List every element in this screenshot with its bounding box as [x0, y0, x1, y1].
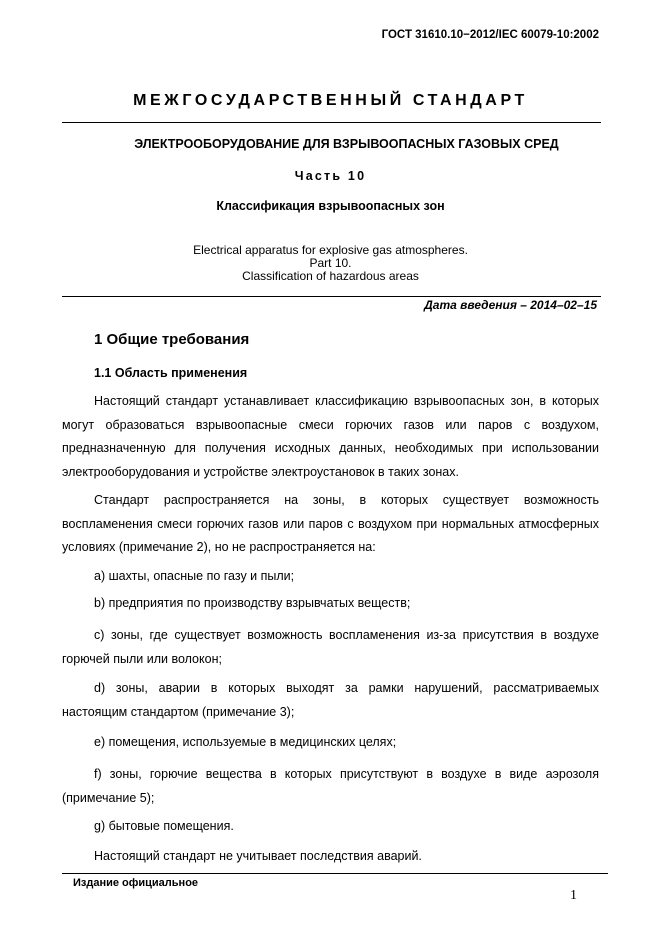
paragraph: Настоящий стандарт устанавливает классификацию взрывоопасных зон, в которых могут образоваться взрывоопасные смеси горючих газов или паров с воздухом, предназначенную для получения исходных данных, необходимых при использовании электрооборудования и устройстве электроустановок в таких зонах. [62, 394, 599, 479]
standard-subtitle: ЭЛЕКТРООБОРУДОВАНИЕ ДЛЯ ВЗРЫВООПАСНЫХ ГАЗОВЫХ СРЕД [134, 137, 559, 151]
document-code: ГОСТ 31610.10−2012/IEC 60079-10:2002 [381, 29, 599, 41]
list-item: b) предприятия по производству взрывчатых веществ; [94, 596, 411, 610]
footer-divider [62, 873, 608, 874]
main-title: МЕЖГОСУДАРСТВЕННЫЙ СТАНДАРТ [133, 92, 528, 109]
section-heading: 1 Общие требования [94, 331, 250, 348]
part-number: Часть 10 [294, 169, 367, 183]
list-item: а) шахты, опасные по газу и пыли; [94, 569, 295, 583]
english-title-line: Part 10. [309, 256, 352, 270]
english-title-line: Classification of hazardous areas [242, 269, 419, 283]
list-item: с) зоны, где существует возможность воспламенения из-за присутствия в воздухе горючей пыли или волокон; [62, 628, 599, 666]
list-item: е) помещения, используемые в медицинских целях; [94, 735, 397, 749]
list-item: g) бытовые помещения. [94, 819, 234, 833]
paragraph: Настоящий стандарт не учитывает последствия аварий. [94, 849, 422, 863]
introduction-date: Дата введения – 2014–02–15 [424, 298, 597, 312]
paragraph: Стандарт распространяется на зоны, в которых существует возможность воспламенения смеси горючих газов или паров с воздухом при нормальных атмосферных условиях (примечание 2), но не распространяется на: [62, 493, 599, 554]
page-number: 1 [570, 888, 577, 903]
english-title [0, 244, 661, 283]
date-divider [62, 296, 601, 297]
list-item: f) зоны, горючие вещества в которых присутствуют в воздухе в виде аэрозоля (примечание 5); [62, 767, 599, 805]
subsection-heading: 1.1 Область применения [94, 366, 248, 380]
list-item: d) зоны, аварии в которых выходят за рамки нарушений, рассматриваемых настоящим стандартом (примечание 3); [62, 681, 599, 719]
title-divider [62, 122, 601, 123]
edition-label: Издание официальное [73, 877, 199, 889]
part-title: Классификация взрывоопасных зон [216, 199, 445, 213]
english-title-line: Electrical apparatus for explosive gas atmospheres. [193, 243, 468, 257]
